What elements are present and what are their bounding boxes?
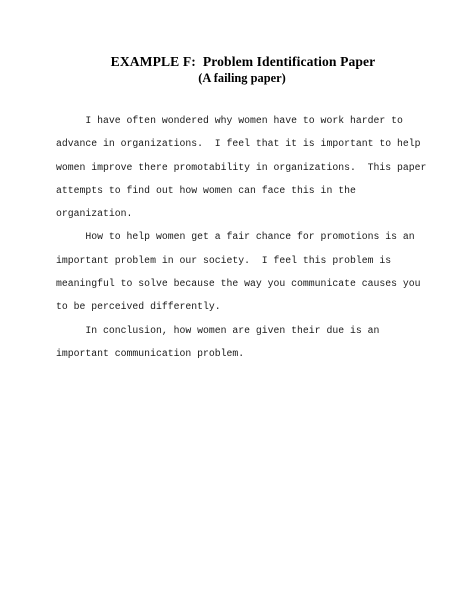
paragraph-line: women improve there promotability in organizations. This paper bbox=[56, 161, 427, 173]
paragraph-3 bbox=[56, 319, 436, 366]
document-subtitle: (A failing paper) bbox=[198, 71, 286, 85]
paragraph-line: How to help women get a fair chance for promotions is an bbox=[56, 231, 415, 243]
paragraph-line: organization. bbox=[56, 208, 133, 220]
title-block bbox=[0, 53, 474, 86]
document-title: EXAMPLE F: Problem Identification Paper bbox=[110, 54, 376, 69]
paragraph-2 bbox=[56, 225, 436, 318]
paragraph-line: important problem in our society. I feel this problem is bbox=[56, 254, 392, 266]
document-body bbox=[56, 109, 436, 365]
paragraph-line: to be perceived differently. bbox=[56, 301, 221, 313]
paragraph-line: attempts to find out how women can face this in the bbox=[56, 184, 356, 196]
paragraph-line: advance in organizations. I feel that it is important to help bbox=[56, 138, 421, 150]
paragraph-line: In conclusion, how women are given their due is an bbox=[56, 324, 380, 336]
paragraph-line: meaningful to solve because the way you communicate causes you bbox=[56, 278, 421, 290]
paragraph-line: I have often wondered why women have to work harder to bbox=[56, 115, 403, 126]
paragraph-1 bbox=[56, 109, 436, 225]
paragraph-line: important communication problem. bbox=[56, 347, 245, 359]
